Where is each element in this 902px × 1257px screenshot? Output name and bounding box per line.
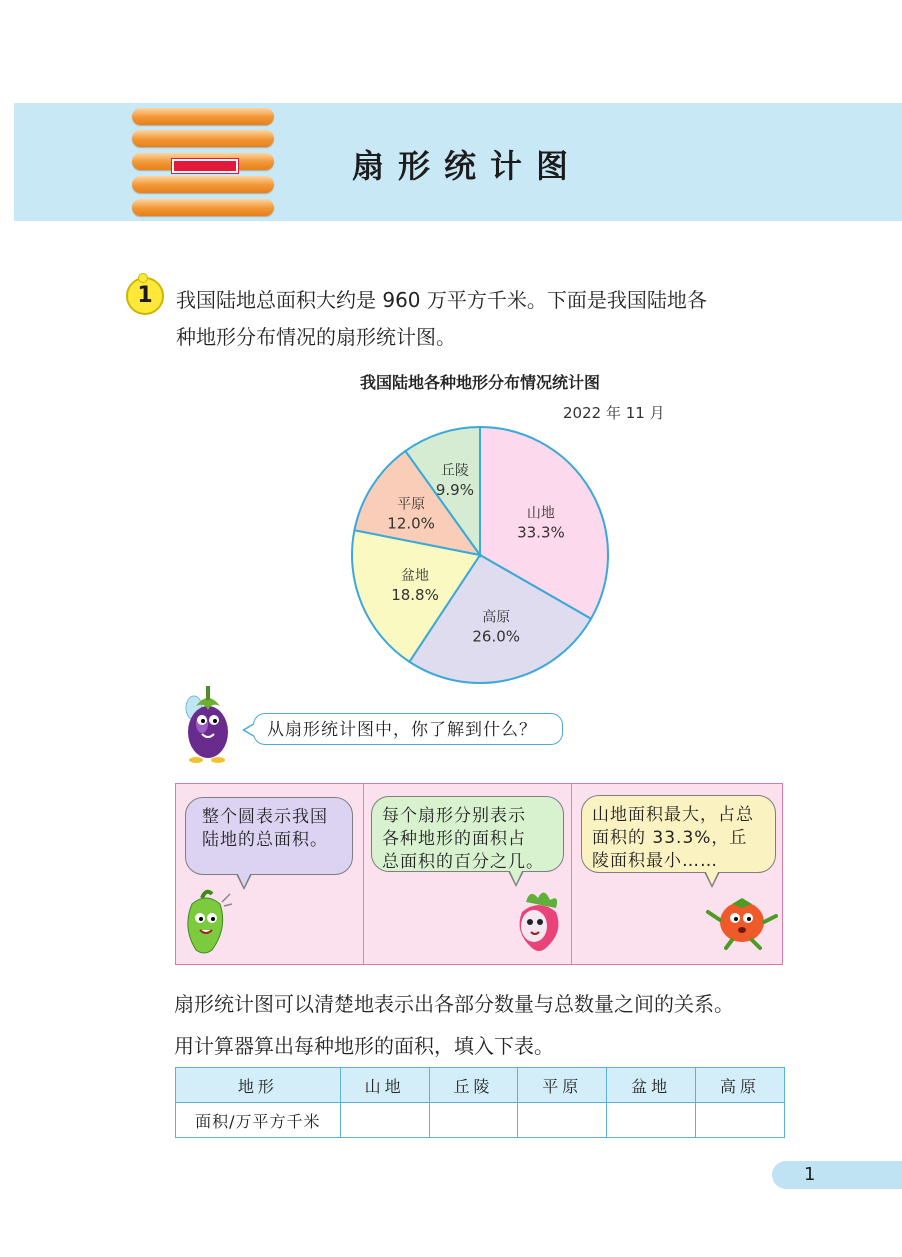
bubble-mountain-largest: 山地面积最大，占总 面积的 33.3%，丘 陵面积最小…… — [581, 795, 776, 873]
chart-title: 我国陆地各种地形分布情况统计图 — [359, 373, 600, 392]
question-number-badge: 1 — [126, 277, 164, 315]
pie-slice-label: 盆地 — [401, 568, 430, 585]
pie-slice-label: 高原 — [482, 609, 511, 626]
pie-slice-value: 9.9% — [435, 481, 474, 500]
chart-date: 2022 年 11 月 — [563, 404, 665, 422]
area-fill-table — [175, 1067, 785, 1138]
pepper-character-icon — [178, 884, 234, 956]
table-blank-cell[interactable] — [696, 1103, 785, 1138]
eggplant-character-icon — [172, 680, 244, 764]
pie-slice-label: 山地 — [526, 505, 555, 522]
bubble-whole-circle: 整个圆表示我国 陆地的总面积。 — [185, 797, 353, 875]
pie-chart — [340, 420, 620, 690]
prompt-speech-bubble: 从扇形统计图中，你了解到什么？ — [253, 713, 563, 745]
table-column-header: 山地 — [340, 1068, 429, 1103]
table-row — [176, 1103, 785, 1138]
question-text-line1: 我国陆地总面积大约是 960 万平方千米。下面是我国陆地各 — [176, 288, 707, 312]
pie-slice-value: 18.8% — [391, 586, 439, 605]
page-number: 1 — [772, 1161, 902, 1189]
table-blank-cell[interactable] — [429, 1103, 518, 1138]
table-header-row — [176, 1068, 785, 1103]
table-header-label: 地形 — [176, 1068, 341, 1103]
table-blank-cell[interactable] — [607, 1103, 696, 1138]
table-blank-cell[interactable] — [340, 1103, 429, 1138]
discussion-panel — [175, 783, 783, 965]
pie-slice-value: 33.3% — [517, 523, 565, 542]
question-text-line2: 种地形分布情况的扇形统计图。 — [176, 325, 456, 349]
bubble-each-sector: 每个扇形分别表示 各种地形的面积占 总面积的百分之几。 — [371, 796, 564, 872]
pie-slice-label: 平原 — [397, 496, 426, 513]
summary-text-line1: 扇形统计图可以清楚地表示出各部分数量与总数量之间的关系。 — [174, 992, 734, 1016]
table-column-header: 丘陵 — [429, 1068, 518, 1103]
pie-slice-value: 26.0% — [472, 627, 521, 646]
table-blank-cell[interactable] — [518, 1103, 607, 1138]
unit-banner — [14, 103, 902, 221]
radish-character-icon — [510, 888, 568, 954]
page-title: 扇形统计图 — [351, 147, 582, 185]
table-column-header: 平原 — [518, 1068, 607, 1103]
pie-slice-label: 丘陵 — [440, 463, 469, 480]
tomato-character-icon — [704, 892, 780, 952]
pie-slice-value: 12.0% — [387, 514, 435, 533]
table-column-header: 盆地 — [607, 1068, 696, 1103]
table-row-label: 面积/万平方千米 — [176, 1103, 341, 1138]
summary-text-line2: 用计算器算出每种地形的面积，填入下表。 — [174, 1034, 554, 1058]
table-column-header: 高原 — [696, 1068, 785, 1103]
